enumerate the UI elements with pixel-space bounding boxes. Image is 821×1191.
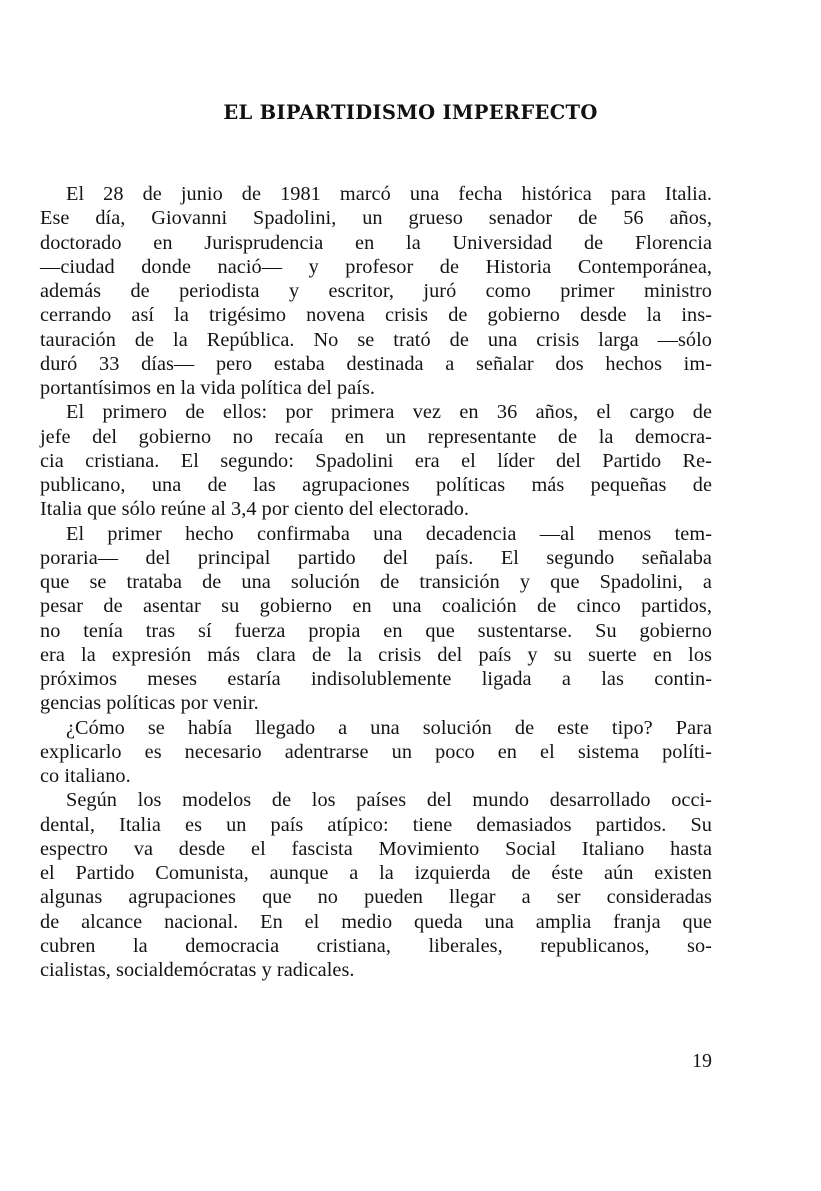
page-number: 19 xyxy=(692,1050,712,1072)
text-line: el Partido Comunista, aunque a la izquierda de éste aún existen xyxy=(40,862,712,884)
paragraph xyxy=(40,788,712,982)
text-line: era la expresión más clara de la crisis del país y su suerte en los xyxy=(40,643,712,666)
text-line: además de periodista y escritor, juró como primer ministro xyxy=(40,280,712,302)
text-line: algunas agrupaciones que no pueden llegar a ser consideradas xyxy=(40,886,712,909)
text-line: cubren la democracia cristiana, liberales, republicanos, so- xyxy=(40,934,712,957)
text-line: pesar de asentar su gobierno en una coalición de cinco partidos, xyxy=(40,595,712,618)
paragraph xyxy=(40,522,712,716)
text-line: co italiano. xyxy=(40,765,131,787)
text-line: espectro va desde el fascista Movimiento Social Italiano hasta xyxy=(40,837,712,860)
paragraph xyxy=(40,400,712,521)
text-line: que se trataba de una solución de transición y que Spadolini, a xyxy=(40,571,712,593)
text-line: próximos meses estaría indisolublemente ligada a las contin- xyxy=(40,668,712,690)
text-line: cialistas, socialdemócratas y radicales. xyxy=(40,959,355,981)
text-line: gencias políticas por venir. xyxy=(40,692,259,715)
text-line: Según los modelos de los países del mundo desarrollado occi- xyxy=(66,789,712,812)
text-line: explicarlo es necesario adentrarse un poco en el sistema políti- xyxy=(40,740,712,763)
text-line: ¿Cómo se había llegado a una solución de este tipo? Para xyxy=(66,716,712,739)
text-line: no tenía tras sí fuerza propia en que sustentarse. Su gobierno xyxy=(40,619,712,642)
text-line: El primero de ellos: por primera vez en 36 años, el cargo de xyxy=(66,401,712,424)
paragraph xyxy=(40,182,712,400)
text-line: dental, Italia es un país atípico: tiene demasiados partidos. Su xyxy=(40,813,712,836)
text-line: jefe del gobierno no recaía en un representante de la democra- xyxy=(40,425,712,448)
text-line: portantísimos en la vida política del país. xyxy=(40,377,376,399)
text-line: cerrando así la trigésimo novena crisis de gobierno desde la ins- xyxy=(40,304,712,327)
text-line: El primer hecho confirmaba una decadencia —al menos tem- xyxy=(66,522,712,545)
text-line: Italia que sólo reúne al 3,4 por ciento del electorado. xyxy=(40,498,470,521)
text-line: de alcance nacional. En el medio queda una amplia franja que xyxy=(40,910,712,933)
body-text xyxy=(40,182,712,982)
chapter-title: EL BIPARTIDISMO IMPERFECTO xyxy=(223,101,598,124)
text-line: Ese día, Giovanni Spadolini, un grueso senador de 56 años, xyxy=(40,207,712,230)
paragraph xyxy=(40,716,712,789)
text-line: tauración de la República. No se trató de una crisis larga —sólo xyxy=(40,328,712,351)
text-line: —ciudad donde nació— y profesor de Historia Contemporánea, xyxy=(40,255,712,278)
text-line: cia cristiana. El segundo: Spadolini era el líder del Partido Re- xyxy=(40,449,712,472)
text-line: El 28 de junio de 1981 marcó una fecha histórica para Italia. xyxy=(66,183,712,205)
text-line: doctorado en Jurisprudencia en la Universidad de Florencia xyxy=(40,231,712,254)
text-line: poraria— del principal partido del país. El segundo señalaba xyxy=(40,546,712,569)
text-line: duró 33 días— pero estaba destinada a señalar dos hechos im- xyxy=(40,352,712,375)
text-line: publicano, una de las agrupaciones políticas más pequeñas de xyxy=(40,474,712,496)
